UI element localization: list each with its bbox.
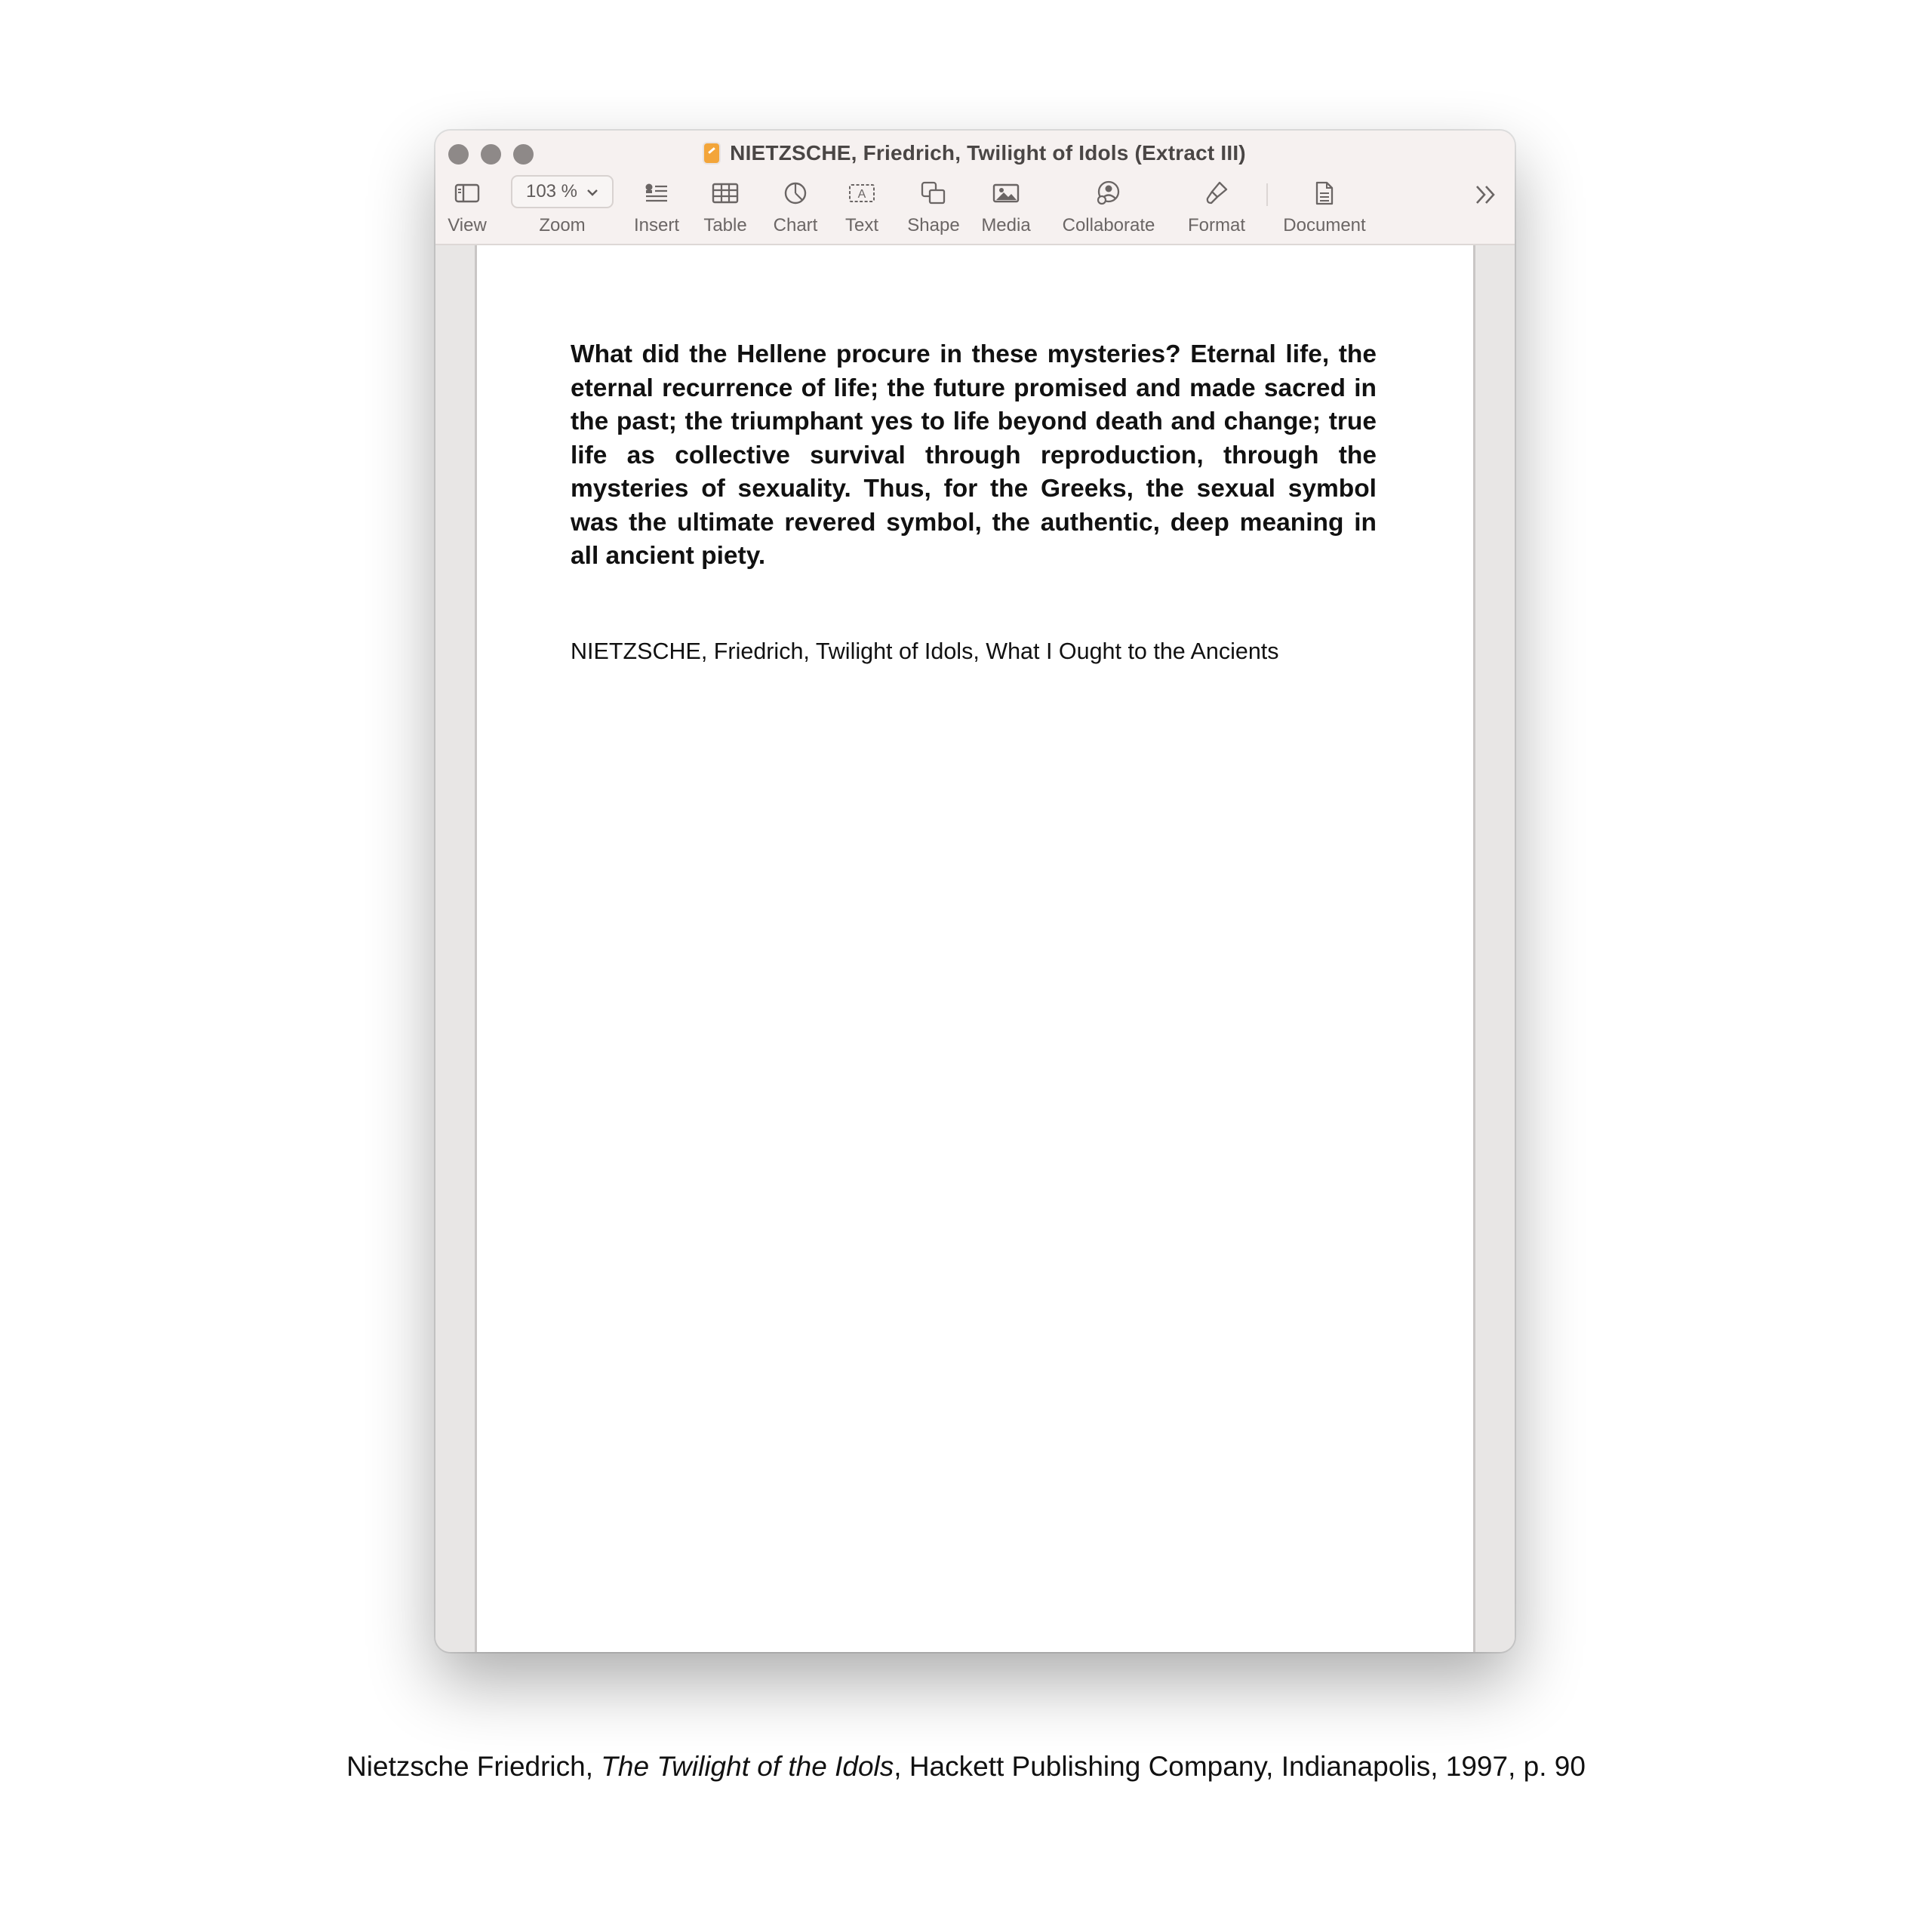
photo-icon — [992, 179, 1020, 208]
toolbar-text-label: Text — [844, 215, 878, 235]
toolbar-format-label: Format — [1187, 215, 1245, 235]
toolbar-collaborate-label: Collaborate — [1062, 215, 1155, 235]
toolbar-chart-button[interactable] — [771, 179, 820, 236]
caption-book-title: The Twilight of the Idols — [601, 1751, 894, 1782]
zoom-select[interactable] — [511, 175, 614, 208]
toolbar-view-button[interactable] — [446, 179, 488, 236]
toolbar-collaborate-button[interactable] — [1052, 179, 1165, 236]
table-icon — [712, 179, 739, 208]
insert-paragraph-icon — [644, 179, 669, 208]
zoom-value: 103 % — [525, 181, 578, 202]
toolbar-insert-button[interactable] — [630, 179, 683, 236]
quote-source[interactable]: NIETZSCHE, Friedrich, Twilight of Idols, What I Ought to the Ancients — [571, 638, 1279, 664]
pages-window — [435, 131, 1515, 1652]
title-bar — [435, 131, 1515, 245]
quote-paragraph[interactable]: What did the Hellene procure in these mysteries? Eternal life, the eternal recurrence of life; the future promised and made sacred in the past; the triumphant yes to life beyond death and change; true life as collective survival through reproduction, through the mysteries of sexuality. Thus, for the Greeks, the sexual symbol was the ultimate revered symbol, the authentic, deep meaning in all ancient piety. — [571, 340, 1377, 570]
text-box-glyph: A — [857, 188, 866, 201]
toolbar-media-button[interactable] — [979, 179, 1033, 236]
double-chevron-right-icon — [1473, 196, 1499, 209]
caption-publication: , Hackett Publishing Company, Indianapolis, 1997, p. 90 — [894, 1751, 1586, 1782]
document-page[interactable] — [477, 245, 1473, 1652]
toolbar-view-label: View — [448, 215, 487, 235]
toolbar-table-button[interactable] — [701, 179, 749, 236]
caption-author: Nietzsche Friedrich, — [346, 1751, 601, 1782]
paintbrush-icon — [1204, 179, 1229, 208]
shape-icon — [921, 179, 946, 208]
collaborate-icon — [1094, 179, 1123, 208]
window-title-text: NIETZSCHE, Friedrich, Twilight of Idols (Extract III) — [730, 141, 1246, 165]
toolbar-document-label: Document — [1283, 215, 1366, 235]
toolbar-insert-label: Insert — [633, 215, 680, 235]
toolbar-text-button[interactable] — [841, 179, 882, 236]
figure-caption — [0, 1751, 1932, 1783]
document-icon — [1315, 179, 1334, 208]
chevron-down-icon — [586, 181, 598, 202]
sidebar-icon — [454, 179, 480, 208]
toolbar-chart-label: Chart — [773, 215, 818, 235]
toolbar-media-label: Media — [981, 215, 1031, 235]
toolbar-overflow-button[interactable] — [1473, 183, 1499, 210]
toolbar-zoom-label: Zoom — [539, 215, 586, 235]
toolbar-document-button[interactable] — [1277, 179, 1372, 236]
document-canvas[interactable] — [435, 245, 1515, 1652]
toolbar-table-label: Table — [703, 215, 747, 235]
window-title — [435, 141, 1515, 165]
toolbar-shape-button[interactable] — [903, 179, 964, 236]
toolbar-separator — [1266, 183, 1268, 206]
toolbar-shape-label: Shape — [907, 215, 960, 235]
pie-chart-icon — [783, 179, 808, 208]
pages-document-icon — [704, 143, 719, 163]
toolbar-zoom-control[interactable] — [509, 179, 615, 236]
text-box-icon — [848, 179, 875, 208]
toolbar-format-button[interactable] — [1185, 179, 1248, 236]
